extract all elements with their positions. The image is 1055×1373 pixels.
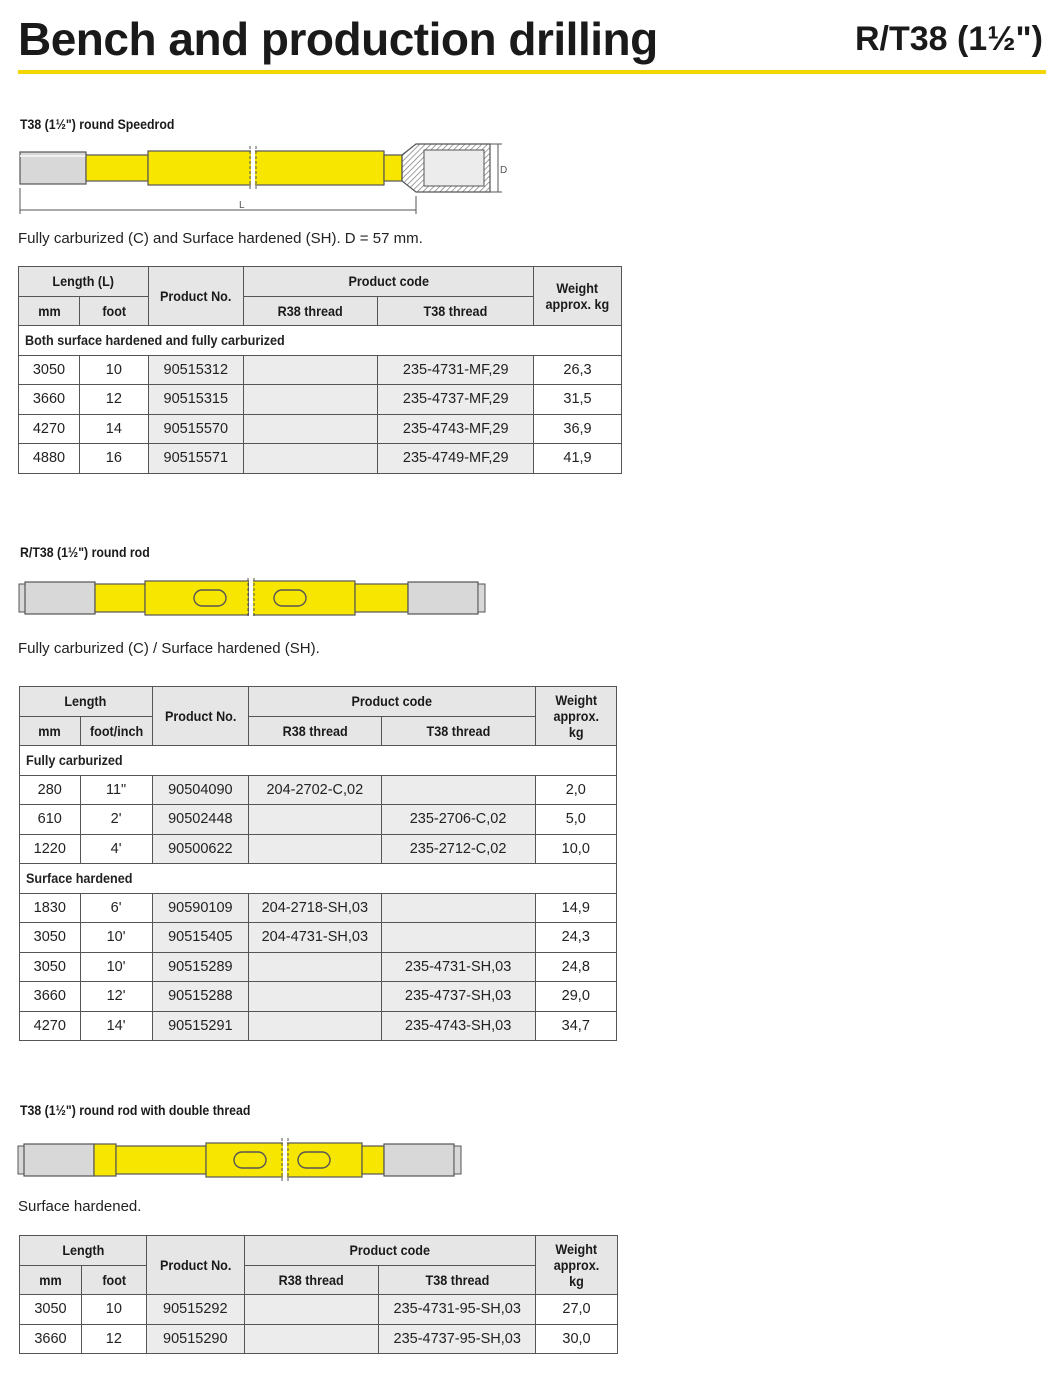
cell-foot: 10 [81, 1295, 146, 1325]
cell-weight: 14,9 [535, 893, 616, 923]
table-row [20, 1295, 618, 1325]
table-row [19, 385, 622, 415]
header-mm: mm [20, 1265, 82, 1295]
cell-product-no: 90515312 [148, 355, 243, 385]
cell-product-no: 90515571 [148, 444, 243, 474]
table-row [20, 805, 617, 835]
cell-r38: 204-4731-SH,03 [249, 923, 382, 953]
header-length: Length [20, 687, 153, 717]
table-row [20, 834, 617, 864]
cell-t38 [381, 893, 535, 923]
table-row [20, 893, 617, 923]
cell-foot: 12' [80, 982, 152, 1012]
cell-t38 [381, 923, 535, 953]
table-row [20, 982, 617, 1012]
cell-t38: 235-4731-95-SH,03 [379, 1295, 536, 1325]
cell-weight: 31,5 [534, 385, 622, 415]
dimension-d-label: D [500, 165, 508, 176]
cell-mm: 3660 [20, 982, 81, 1012]
cell-product-no: 90590109 [152, 893, 248, 923]
cell-mm: 3050 [20, 1295, 82, 1325]
caption-speedrod: Fully carburized (C) and Surface hardened (SH). D = 57 mm. [18, 230, 423, 247]
double-thread-table [19, 1235, 618, 1354]
cell-weight: 27,0 [536, 1295, 618, 1325]
title-rule [18, 70, 1046, 74]
header-weight: Weight approx. kg [535, 687, 616, 746]
cell-product-no: 90500622 [152, 834, 248, 864]
cell-r38 [249, 952, 382, 982]
cell-t38: 235-4749-MF,29 [378, 444, 534, 474]
cell-mm: 3660 [20, 1324, 82, 1354]
cell-product-no: 90504090 [152, 775, 248, 805]
cell-foot: 10' [80, 952, 152, 982]
cell-product-no: 90502448 [152, 805, 248, 835]
cell-weight: 10,0 [535, 834, 616, 864]
cell-foot: 16 [79, 444, 148, 474]
cell-mm: 4270 [20, 1011, 81, 1041]
cell-mm: 280 [20, 775, 81, 805]
header-weight: Weight approx. kg [536, 1236, 618, 1295]
table-row [20, 775, 617, 805]
cell-t38: 235-4731-SH,03 [381, 952, 535, 982]
table-row [20, 952, 617, 982]
cell-t38: 235-2706-C,02 [381, 805, 535, 835]
header-t38: T38 thread [378, 296, 534, 326]
cell-r38: 204-2718-SH,03 [249, 893, 382, 923]
header-product-no: Product No. [152, 687, 248, 746]
cell-r38: 204-2702-C,02 [249, 775, 382, 805]
cell-mm: 3050 [19, 355, 80, 385]
header-product-code: Product code [243, 267, 533, 297]
cell-mm: 3050 [20, 923, 81, 953]
double-thread-rod-diagram [16, 1138, 466, 1182]
cell-t38: 235-4743-MF,29 [378, 414, 534, 444]
cell-foot: 12 [79, 385, 148, 415]
cell-weight: 26,3 [534, 355, 622, 385]
cell-foot: 10 [79, 355, 148, 385]
cell-mm: 610 [20, 805, 81, 835]
cell-weight: 5,0 [535, 805, 616, 835]
header-t38: T38 thread [379, 1265, 536, 1295]
round-rod-table [19, 686, 617, 1041]
cell-product-no: 90515315 [148, 385, 243, 415]
cell-r38 [244, 1295, 379, 1325]
table-row [19, 414, 622, 444]
section-title-speedrod: T38 (1½") round Speedrod [20, 116, 175, 132]
header-foot: foot/inch [80, 716, 152, 746]
cell-r38 [244, 1324, 379, 1354]
cell-r38 [243, 355, 378, 385]
cell-r38 [243, 385, 378, 415]
group-label: Fully carburized [20, 746, 617, 776]
header-product-no: Product No. [146, 1236, 244, 1295]
header-mm: mm [19, 296, 80, 326]
table-row [19, 444, 622, 474]
cell-t38: 235-4731-MF,29 [378, 355, 534, 385]
cell-foot: 11" [80, 775, 152, 805]
cell-mm: 1220 [20, 834, 81, 864]
cell-foot: 12 [81, 1324, 146, 1354]
cell-r38 [249, 834, 382, 864]
cell-product-no: 90515288 [152, 982, 248, 1012]
cell-foot: 14 [79, 414, 148, 444]
header-product-code: Product code [244, 1236, 535, 1266]
cell-weight: 30,0 [536, 1324, 618, 1354]
cell-t38: 235-4743-SH,03 [381, 1011, 535, 1041]
cell-r38 [249, 1011, 382, 1041]
header-length: Length [20, 1236, 147, 1266]
cell-foot: 4' [80, 834, 152, 864]
cell-r38 [249, 805, 382, 835]
header-length: Length (L) [19, 267, 149, 297]
cell-r38 [249, 982, 382, 1012]
cell-foot: 6' [80, 893, 152, 923]
cell-t38: 235-4737-MF,29 [378, 385, 534, 415]
header-product-no: Product No. [148, 267, 243, 326]
cell-mm: 3660 [19, 385, 80, 415]
page-title: Bench and production drilling [18, 13, 658, 65]
page-product-code: R/T38 (1½") [854, 20, 1043, 58]
caption-round-rod: Fully carburized (C) / Surface hardened (SH). [18, 640, 320, 657]
cell-t38 [381, 775, 535, 805]
cell-foot: 10' [80, 923, 152, 953]
cell-product-no: 90515405 [152, 923, 248, 953]
table-row [19, 355, 622, 385]
section-title-round-rod: R/T38 (1½") round rod [20, 544, 150, 560]
cell-mm: 1830 [20, 893, 81, 923]
cell-r38 [243, 414, 378, 444]
dimension-l-label: L [239, 200, 245, 211]
cell-mm: 4270 [19, 414, 80, 444]
caption-double-thread: Surface hardened. [18, 1198, 142, 1215]
cell-mm: 3050 [20, 952, 81, 982]
speedrod-diagram [16, 140, 516, 220]
cell-weight: 34,7 [535, 1011, 616, 1041]
cell-mm: 4880 [19, 444, 80, 474]
cell-product-no: 90515290 [146, 1324, 244, 1354]
table-row [20, 1011, 617, 1041]
cell-weight: 41,9 [534, 444, 622, 474]
cell-weight: 2,0 [535, 775, 616, 805]
header-foot: foot [79, 296, 148, 326]
cell-product-no: 90515292 [146, 1295, 244, 1325]
header-product-code: Product code [249, 687, 536, 717]
cell-r38 [243, 444, 378, 474]
header-weight: Weight approx. kg [534, 267, 622, 326]
cell-product-no: 90515291 [152, 1011, 248, 1041]
cell-foot: 14' [80, 1011, 152, 1041]
header-mm: mm [20, 716, 81, 746]
header-t38: T38 thread [381, 716, 535, 746]
table-row [20, 1324, 618, 1354]
cell-t38: 235-2712-C,02 [381, 834, 535, 864]
cell-weight: 29,0 [535, 982, 616, 1012]
section-title-double-thread: T38 (1½") round rod with double thread [20, 1102, 251, 1118]
cell-t38: 235-4737-95-SH,03 [379, 1324, 536, 1354]
cell-weight: 36,9 [534, 414, 622, 444]
cell-foot: 2' [80, 805, 152, 835]
cell-t38: 235-4737-SH,03 [381, 982, 535, 1012]
cell-weight: 24,8 [535, 952, 616, 982]
group-label: Surface hardened [20, 864, 617, 894]
round-rod-diagram [16, 578, 496, 618]
header-r38: R38 thread [243, 296, 378, 326]
header-foot: foot [81, 1265, 146, 1295]
group-label: Both surface hardened and fully carburized [19, 326, 622, 356]
table-row [20, 923, 617, 953]
cell-product-no: 90515289 [152, 952, 248, 982]
speedrod-table [18, 266, 622, 474]
cell-product-no: 90515570 [148, 414, 243, 444]
cell-weight: 24,3 [535, 923, 616, 953]
header-r38: R38 thread [244, 1265, 379, 1295]
header-r38: R38 thread [249, 716, 382, 746]
